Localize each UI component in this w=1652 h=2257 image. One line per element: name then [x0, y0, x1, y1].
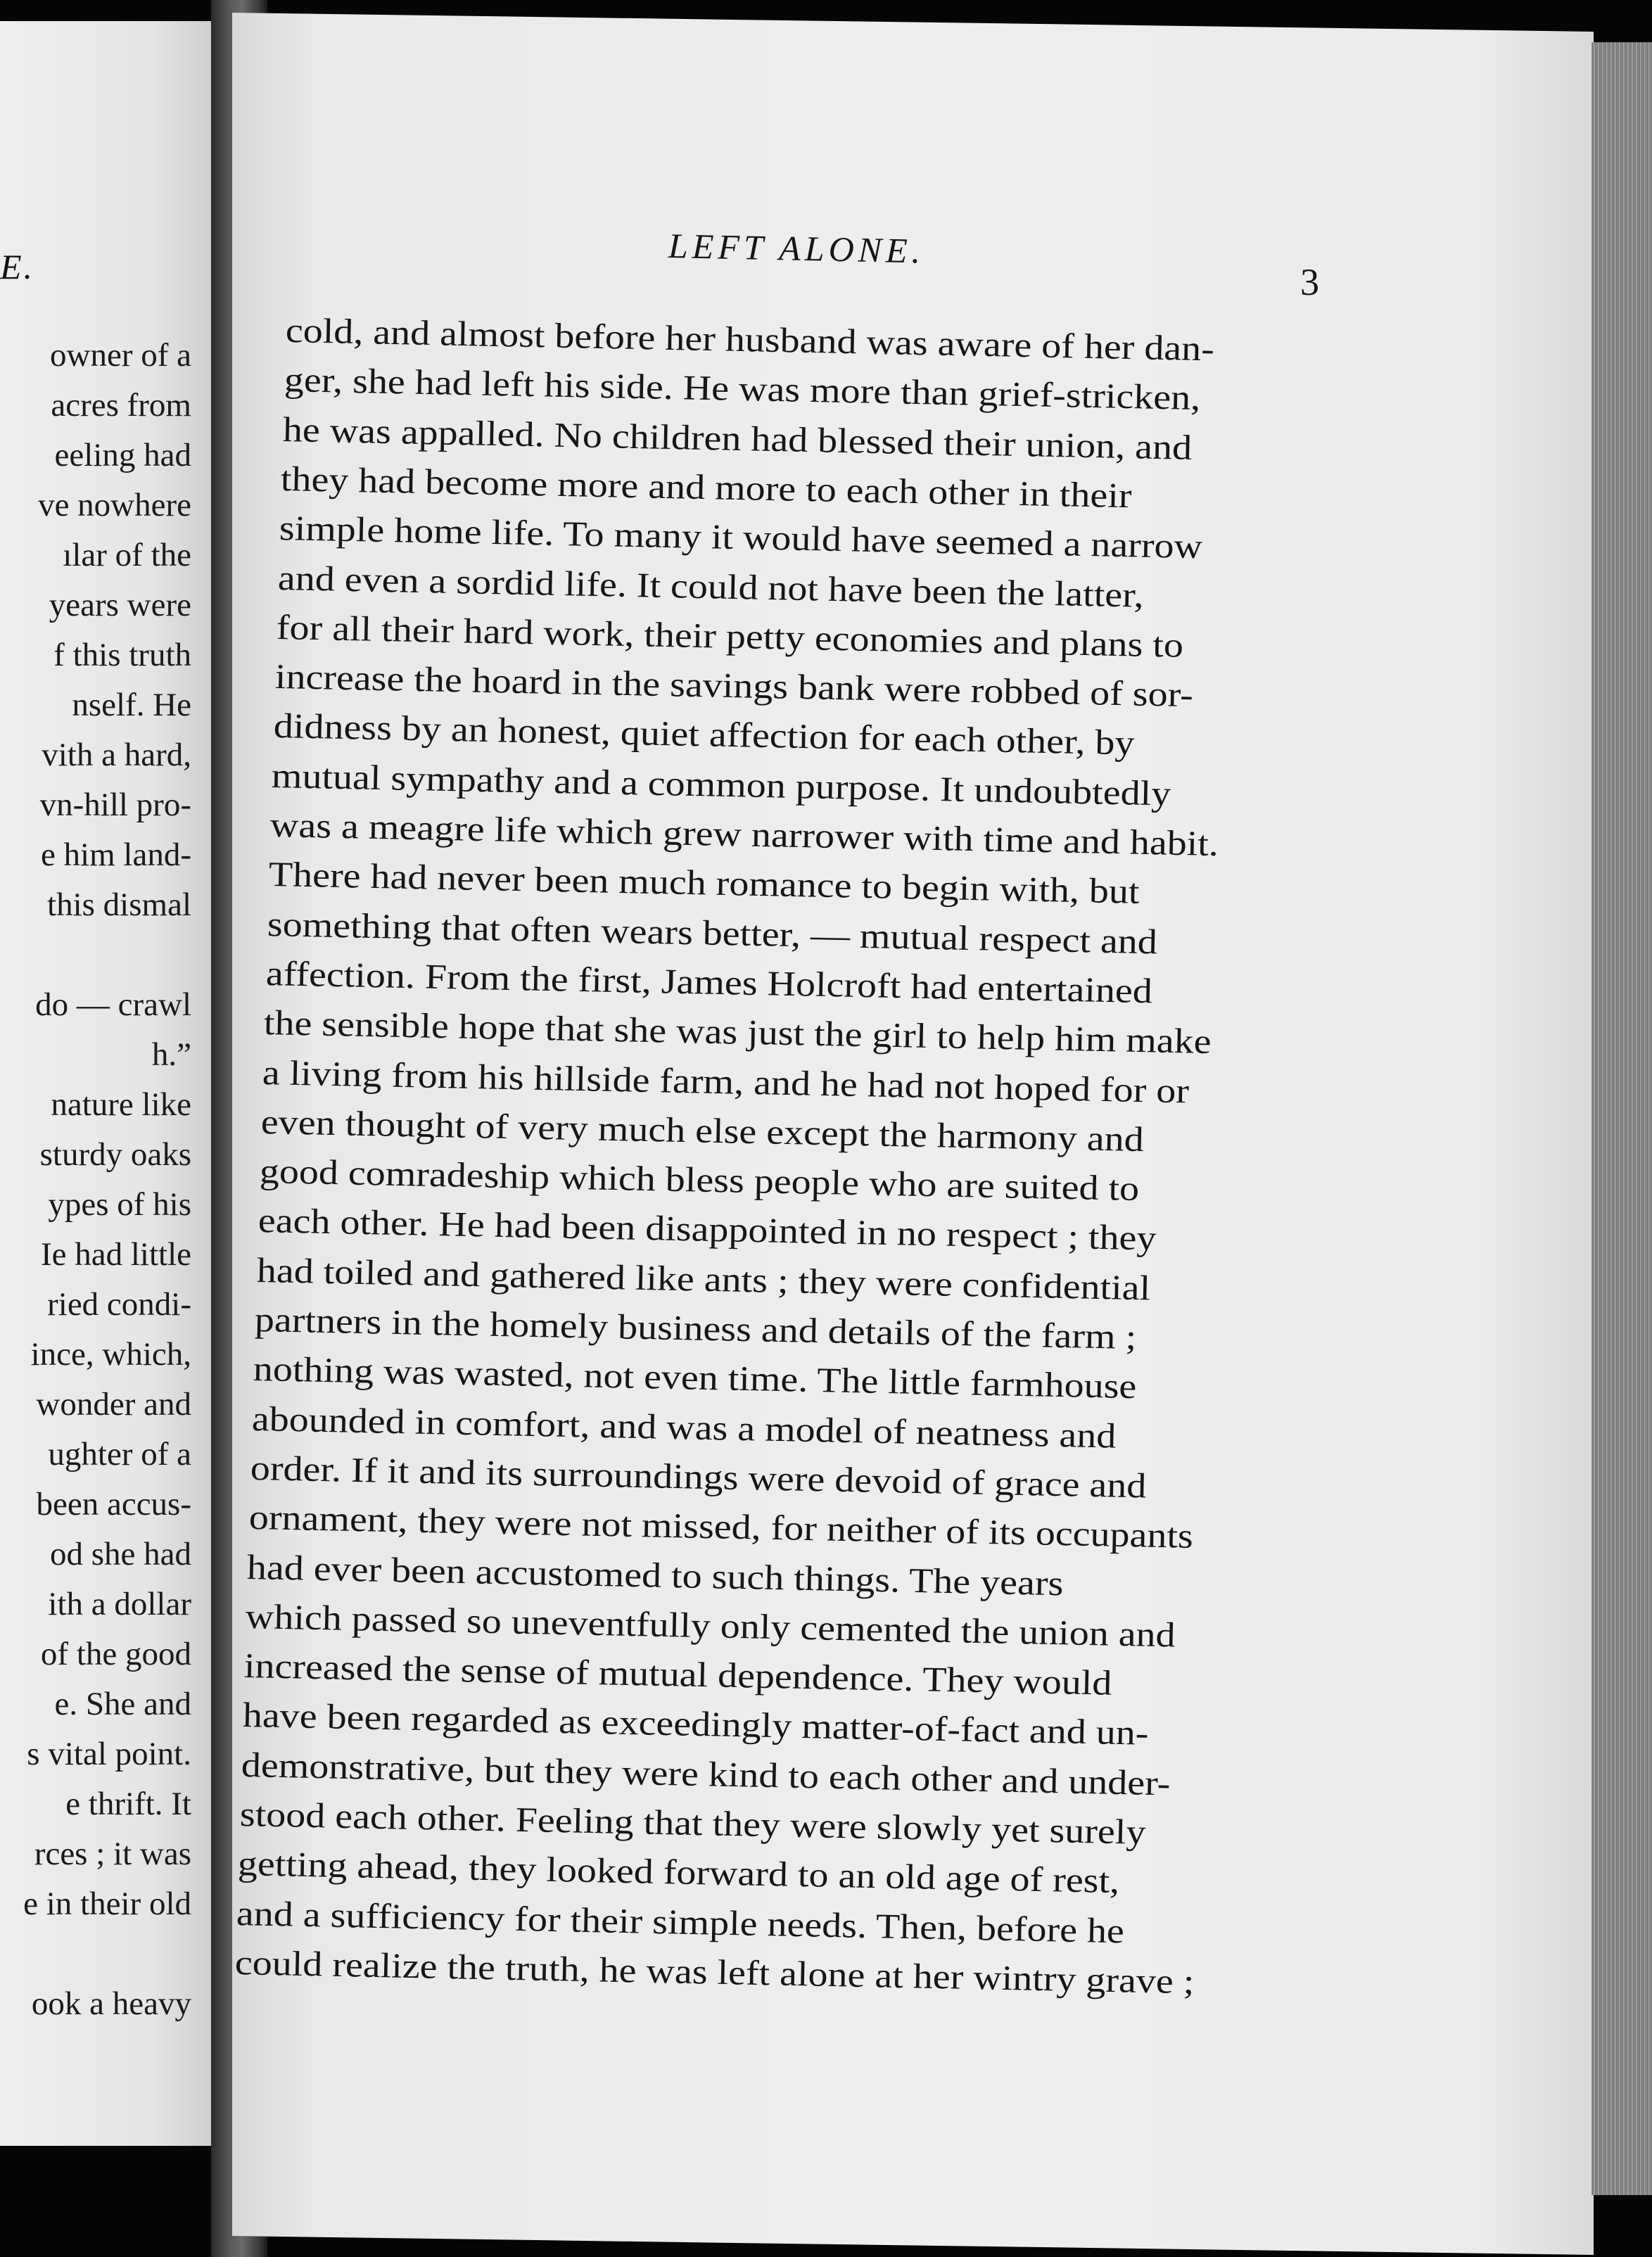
body-line: cold, and almost before her husband was aware of her dan-	[285, 310, 1215, 369]
left-page-line: ılar of the	[63, 537, 191, 573]
body-line: nothing was wasted, not even time. The little farmhouse	[253, 1349, 1138, 1406]
left-page-line: Ie had little	[40, 1236, 191, 1273]
left-page-line: years were	[49, 587, 191, 623]
left-page-line: ughter of a	[48, 1436, 191, 1473]
body-line: the sensible hope that she was just the girl to help him make	[263, 1003, 1212, 1062]
left-page-line: eeling had	[54, 437, 191, 473]
body-line: something that often wears better, — mutual respect and	[267, 903, 1158, 961]
left-page-line: e thrift. It	[65, 1786, 191, 1822]
body-line: have been regarded as exceedingly matter-of-fact and un-	[242, 1695, 1149, 1753]
left-page-line: nature like	[51, 1086, 191, 1123]
body-line: which passed so uneventfully only cemented the union and	[245, 1596, 1176, 1655]
body-line: each other. He had been disappointed in no respect ; they	[258, 1200, 1157, 1259]
left-page-line: s vital point.	[27, 1736, 191, 1772]
body-line: good comradeship which bless people who are suited to	[259, 1151, 1140, 1209]
body-line: for all their hard work, their petty economies and plans to	[276, 606, 1184, 665]
left-page-line: wonder and	[36, 1386, 191, 1423]
left-page-line: f this truth	[53, 637, 191, 673]
body-line: demonstrative, but they were kind to each other and under-	[241, 1744, 1171, 1803]
left-page-line: e him land-	[40, 837, 191, 873]
body-line: he was appalled. No children had blessed their union, and	[282, 409, 1193, 467]
left-page-line: ypes of his	[48, 1186, 191, 1223]
left-running-head: E.	[0, 247, 35, 286]
body-line: increase the hoard in the savings bank were robbed of sor-	[274, 656, 1194, 715]
body-line: they had become more and more to each other in their	[280, 458, 1133, 516]
body-line: had toiled and gathered like ants ; they were confidential	[255, 1250, 1151, 1308]
body-line: mutual sympathy and a common purpose. It undoubtedly	[271, 755, 1172, 813]
running-head: LEFT ALONE.	[668, 226, 925, 271]
page-number: 3	[1300, 261, 1319, 303]
body-line: order. If it and its surroundings were devoid of grace and	[250, 1447, 1147, 1506]
left-page-line: ith a dollar	[48, 1586, 191, 1622]
left-page-line: e in their old	[23, 1886, 191, 1922]
left-page-line: acres from	[51, 387, 191, 424]
body-line: had ever been accustomed to such things. The years	[246, 1546, 1065, 1603]
left-page-line: been accus-	[36, 1486, 191, 1522]
body-line: and a sufficiency for their simple needs. Then, before he	[236, 1893, 1125, 1950]
body-line: didness by an honest, quiet affection for each other, by	[272, 706, 1135, 763]
left-page-line: od she had	[49, 1536, 191, 1572]
left-page-line: of the good	[40, 1636, 191, 1672]
body-line: ornament, they were not missed, for neither of its occupants	[248, 1497, 1193, 1556]
body-line: could realize the truth, he was left alone at her wintry grave ;	[234, 1942, 1195, 2002]
left-page-line: sturdy oaks	[39, 1136, 191, 1173]
body-line: a living from his hillside farm, and he had not hoped for or	[262, 1052, 1190, 1110]
body-line: simple home life. To many it would have seemed a narrow	[279, 508, 1203, 566]
left-page-line: vith a hard,	[42, 737, 191, 773]
left-page-line: ook a heavy	[31, 1985, 191, 2022]
left-page-line: ried condi-	[47, 1286, 191, 1323]
left-page-line: do — crawl	[35, 986, 191, 1023]
left-page-line: h.”	[151, 1036, 191, 1073]
body-line: partners in the homely business and details of the farm ;	[254, 1299, 1138, 1357]
body-line: ger, she had left his side. He was more than grief-stricken,	[284, 360, 1201, 418]
left-page-line: ve nowhere	[38, 487, 191, 523]
body-line: affection. From the first, James Holcroft had entertained	[265, 953, 1153, 1011]
left-page-line: owner of a	[50, 337, 191, 374]
left-page-line: rces ; it was	[34, 1836, 191, 1872]
body-line: and even a sordid life. It could not have been the latter,	[277, 557, 1145, 615]
body-line: There had never been much romance to begin with, but	[268, 854, 1140, 912]
body-line: stood each other. Feeling that they were slowly yet surely	[239, 1794, 1146, 1852]
body-line: even thought of very much else except the harmony and	[260, 1101, 1145, 1159]
body-line: getting ahead, they looked forward to an old age of rest,	[237, 1843, 1121, 1901]
left-page-line: vn-hill pro-	[39, 787, 191, 823]
body-line: abounded in comfort, and was a model of neatness and	[251, 1398, 1117, 1456]
left-page-line: this dismal	[47, 886, 191, 923]
left-page-line: e. She and	[54, 1686, 191, 1722]
left-page-line: nself. He	[72, 687, 191, 723]
left-page-line: ince, which,	[30, 1336, 191, 1373]
body-line: was a meagre life which grew narrower with time and habit.	[269, 805, 1219, 864]
body-line: increased the sense of mutual dependence. They would	[243, 1646, 1113, 1703]
